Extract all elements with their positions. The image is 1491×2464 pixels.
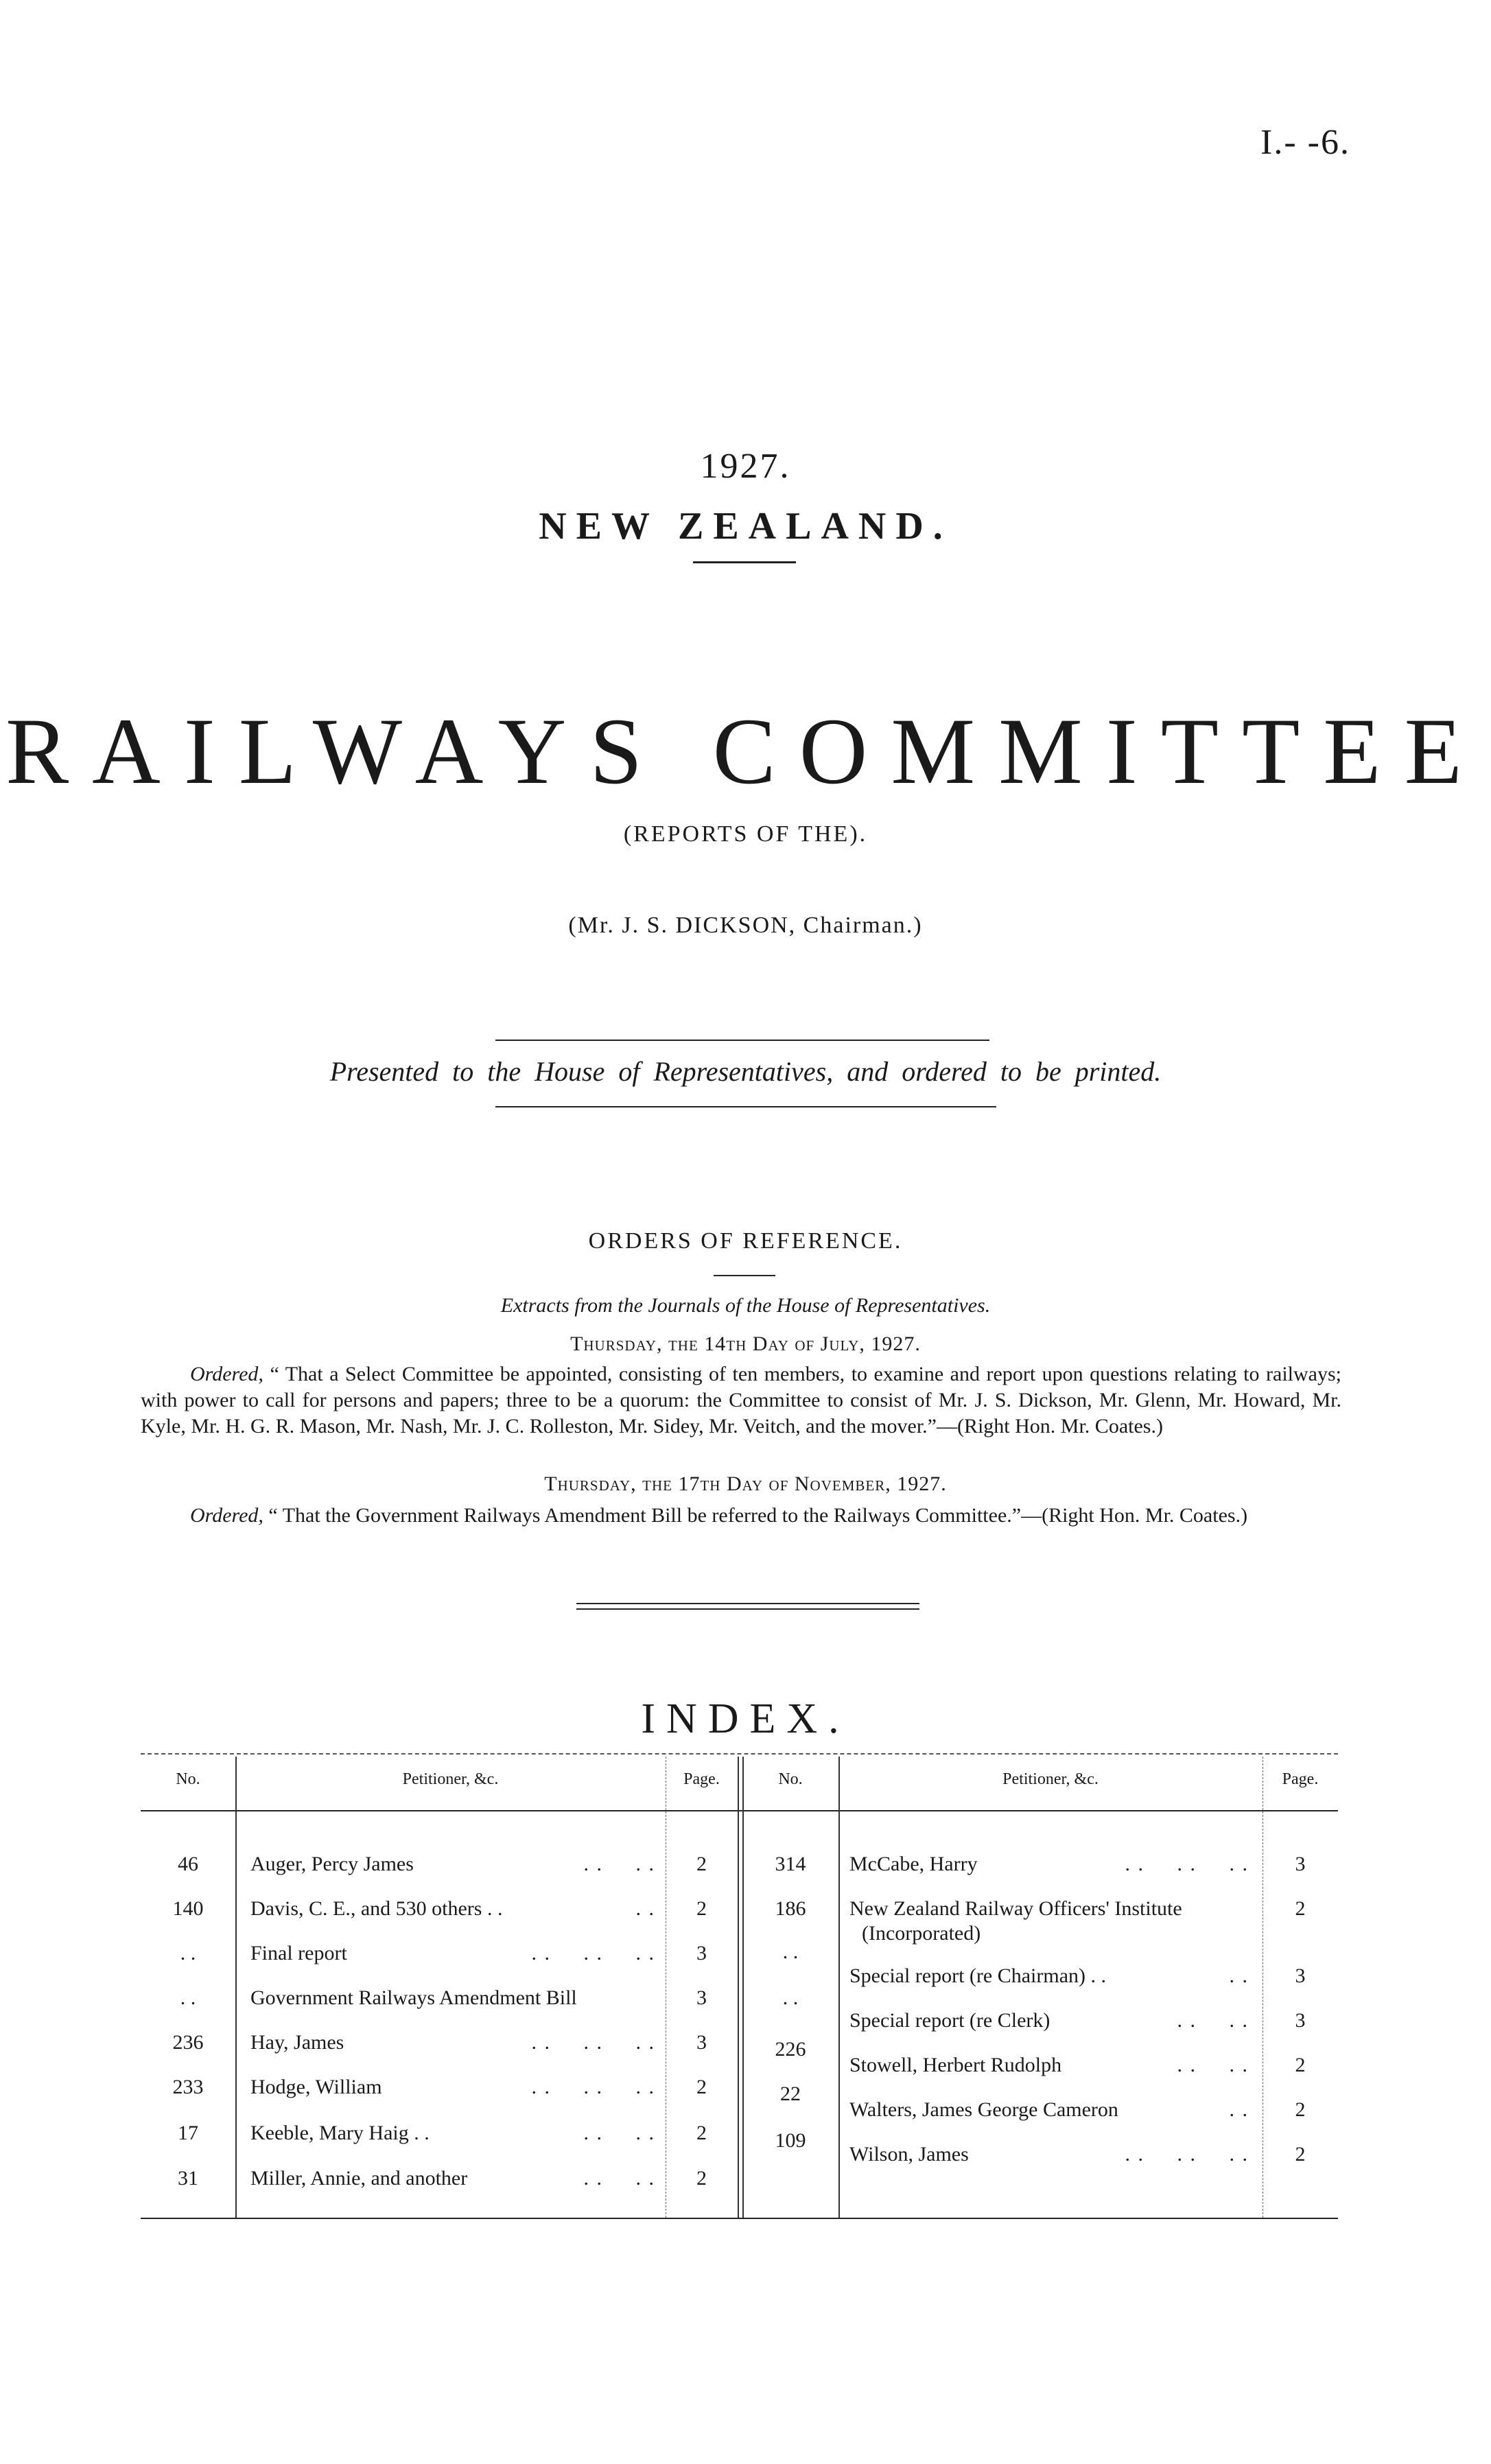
index-entry-name: Miller, Annie, and another bbox=[250, 2167, 468, 2190]
index-title: INDEX. bbox=[641, 1696, 850, 1742]
column-divider bbox=[838, 1757, 840, 2218]
index-entry-number: 314 bbox=[775, 1853, 806, 1875]
index-entry-name: Walters, James George Cameron bbox=[849, 2098, 1118, 2121]
index-entry-page: 2 bbox=[696, 2122, 707, 2144]
orders-heading: ORDERS OF REFERENCE. bbox=[588, 1228, 903, 1254]
leader-dots: . . . . . . bbox=[531, 2031, 655, 2054]
index-entry-name: Stowell, Herbert Rudolph bbox=[849, 2054, 1062, 2076]
header-petitioner-right: Petitioner, &c. bbox=[1002, 1770, 1099, 1788]
presented-line: Presented to the House of Representatives, and ordered to be printed. bbox=[329, 1056, 1162, 1087]
header-petitioner-left: Petitioner, &c. bbox=[402, 1770, 499, 1788]
index-entry-name: New Zealand Railway Officers' Institute bbox=[849, 1897, 1182, 1920]
index-entry-page: 2 bbox=[696, 2076, 707, 2098]
year: 1927. bbox=[700, 447, 791, 486]
page-title: RAILWAYS COMMITTEE bbox=[5, 699, 1486, 803]
order-date-1: Thursday, the 14th Day of July, 1927. bbox=[570, 1333, 921, 1355]
divider bbox=[693, 561, 796, 563]
index-entry-number: 186 bbox=[775, 1897, 806, 1920]
index-entry-number: . . bbox=[180, 1942, 196, 1964]
column-divider bbox=[738, 1757, 739, 2218]
leader-dots: . . . . bbox=[583, 2122, 655, 2144]
index-entry-number: 31 bbox=[178, 2167, 198, 2190]
index-entry-name: Auger, Percy James bbox=[250, 1853, 414, 1875]
ordered-label: Ordered, bbox=[190, 1363, 263, 1385]
index-entry-name: Hay, James bbox=[250, 2031, 344, 2054]
index-entry-page: 2 bbox=[696, 1897, 707, 1920]
divider bbox=[576, 1608, 919, 1610]
header-no-left: No. bbox=[176, 1770, 200, 1788]
leader-dots: . . bbox=[635, 1897, 655, 1920]
leader-dots: . . bbox=[1229, 2098, 1249, 2121]
order-text: “ That the Government Railways Amendment Bill be referred to the Railways Committee.”—(Right Hon. Mr. Coates.) bbox=[263, 1504, 1248, 1527]
index-entry-number: 226 bbox=[775, 2038, 806, 2061]
index-entry-number: 17 bbox=[178, 2122, 198, 2144]
index-entry-number: 109 bbox=[775, 2129, 806, 2152]
divider bbox=[495, 1106, 996, 1107]
divider bbox=[495, 1040, 989, 1041]
subtitle: (REPORTS OF THE). bbox=[623, 821, 868, 847]
header-no-right: No. bbox=[778, 1770, 803, 1788]
index-entry-name-continued: (Incorporated) bbox=[862, 1922, 981, 1945]
leader-dots: . . . . . . bbox=[531, 1942, 655, 1964]
index-entry-number: 46 bbox=[178, 1853, 198, 1875]
index-entry-name: Wilson, James bbox=[849, 2143, 969, 2166]
index-entry-name: Special report (re Clerk) bbox=[849, 2009, 1050, 2032]
index-entry-number: . . bbox=[782, 1986, 799, 2009]
index-entry-number: 236 bbox=[172, 2031, 204, 2054]
extracts-line: Extracts from the Journals of the House of Representatives. bbox=[500, 1294, 991, 1317]
leader-dots: . . . . . . bbox=[1125, 1853, 1249, 1875]
header-page-right: Page. bbox=[1282, 1770, 1319, 1788]
index-entry-page: 2 bbox=[696, 1853, 707, 1875]
chairman-line: (Mr. J. S. DICKSON, Chairman.) bbox=[568, 913, 923, 938]
index-entry-page: 3 bbox=[1295, 1853, 1306, 1875]
order-paragraph-1 bbox=[141, 1361, 1341, 1440]
leader-dots: . . . . bbox=[1177, 2009, 1249, 2032]
index-entry-number: 140 bbox=[172, 1897, 204, 1920]
index-entry-number: 233 bbox=[172, 2076, 204, 2098]
index-entry-name: Hodge, William bbox=[250, 2076, 382, 2098]
table-header-rule bbox=[141, 1810, 1338, 1811]
index-entry-number: . . bbox=[782, 1940, 799, 1963]
order-text: “ That a Select Committee be appointed, consisting of ten members, to examine and report upon questions relating to railways; with power to call for persons and papers; three to be a quorum: the Committee to consist of Mr. J. S. Dickson, Mr. Glenn, Mr. Howard, Mr. Kyle, Mr. H. G. R. Mason, Mr. Nash, Mr. J. C. Rolleston, Mr. Sidey, Mr. Veitch, and the mover.”—(Right Hon. Mr. Coates.) bbox=[141, 1363, 1341, 1438]
index-entry-page: 2 bbox=[1295, 1897, 1306, 1920]
index-entry-page: 3 bbox=[1295, 2009, 1306, 2032]
index-entry-name: McCabe, Harry bbox=[849, 1853, 978, 1875]
document-reference: I.- -6. bbox=[1260, 123, 1350, 162]
index-entry-page: 3 bbox=[696, 1942, 707, 1964]
leader-dots: . . . . . . bbox=[1125, 2143, 1249, 2166]
index-entry-page: 3 bbox=[696, 2031, 707, 2054]
index-entry-page: 2 bbox=[696, 2167, 707, 2190]
index-entry-name: Special report (re Chairman) . . bbox=[849, 1964, 1107, 1987]
order-paragraph-2 bbox=[141, 1503, 1341, 1529]
divider bbox=[714, 1275, 775, 1276]
index-entry-page: 2 bbox=[1295, 2098, 1306, 2121]
ordered-label: Ordered, bbox=[190, 1504, 263, 1527]
order-date-2: Thursday, the 17th Day of November, 1927. bbox=[544, 1472, 947, 1495]
country-heading: NEW ZEALAND. bbox=[539, 505, 952, 548]
index-entry-page: 3 bbox=[696, 1986, 707, 2009]
index-entry-name: Keeble, Mary Haig . . bbox=[250, 2122, 430, 2144]
leader-dots: . . . . bbox=[583, 2167, 655, 2190]
leader-dots: . . . . . . bbox=[531, 2076, 655, 2098]
leader-dots: . . bbox=[1229, 1964, 1249, 1987]
table-top-rule bbox=[141, 1753, 1338, 1755]
header-page-left: Page. bbox=[683, 1770, 720, 1788]
index-entry-number: 22 bbox=[780, 2082, 801, 2105]
index-entry-name: Davis, C. E., and 530 others . . bbox=[250, 1897, 503, 1920]
index-entry-page: 2 bbox=[1295, 2143, 1306, 2166]
leader-dots: . . . . bbox=[1177, 2054, 1249, 2076]
index-entry-page: 2 bbox=[1295, 2054, 1306, 2076]
index-entry-number: . . bbox=[180, 1986, 196, 2009]
index-entry-name: Final report bbox=[250, 1942, 347, 1964]
index-entry-page: 3 bbox=[1295, 1964, 1306, 1987]
index-entry-name: Government Railways Amendment Bill bbox=[250, 1986, 577, 2009]
divider bbox=[576, 1603, 919, 1604]
column-divider bbox=[235, 1757, 237, 2218]
table-bottom-rule bbox=[141, 2218, 1338, 2219]
leader-dots: . . . . bbox=[583, 1853, 655, 1875]
